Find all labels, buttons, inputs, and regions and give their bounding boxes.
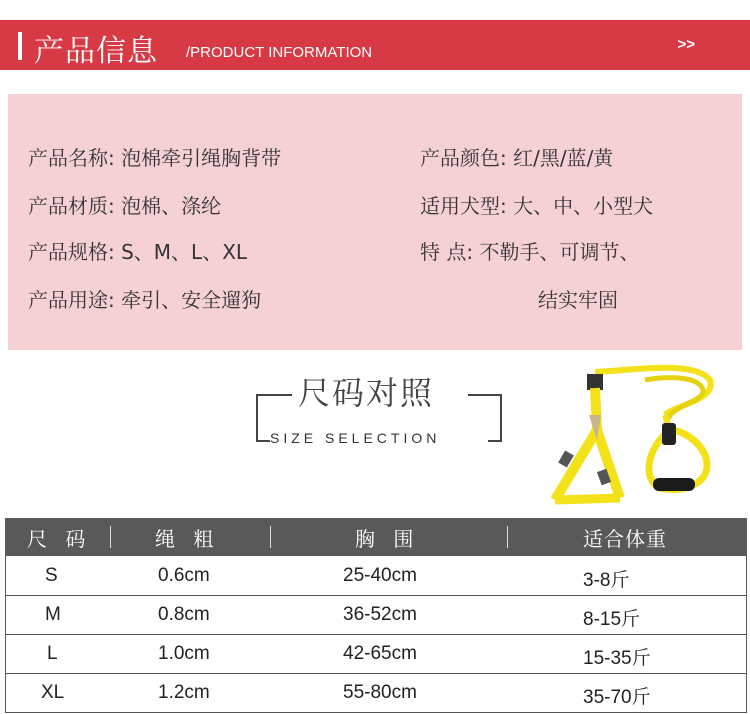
page-title: 产品信息: [34, 34, 158, 69]
size-selection-heading: [250, 362, 506, 448]
info-features: 特 点: 不勒手、可调节、: [420, 240, 640, 264]
header-separator: [270, 526, 271, 548]
header-banner: [0, 20, 750, 70]
cell-rope: 0.8cm: [158, 604, 210, 625]
col-header-size: 尺 码: [27, 527, 92, 551]
yellow-harness-image: [525, 360, 725, 505]
heading-frame-line: [488, 440, 502, 442]
table-row: [5, 674, 747, 713]
cell-rope: 0.6cm: [158, 565, 210, 586]
heading-frame-line: [500, 394, 502, 442]
size-title-en: SIZE SELECTION: [270, 430, 441, 446]
title-bar-accent: [18, 32, 22, 60]
info-usage: 产品用途: 牵引、安全遛狗: [28, 288, 262, 312]
cell-chest: 55-80cm: [343, 682, 417, 703]
cell-weight: 8-15斤: [583, 609, 641, 630]
table-row: [5, 557, 747, 596]
heading-frame-line: [256, 440, 270, 442]
cell-rope: 1.0cm: [158, 643, 210, 664]
table-row: [5, 596, 747, 635]
info-material: 产品材质: 泡棉、涤纶: [28, 194, 222, 218]
cell-size: S: [45, 565, 58, 586]
info-product-name: 产品名称: 泡棉牵引绳胸背带: [28, 146, 282, 170]
header-separator: [507, 526, 508, 548]
info-features-cont: 结实牢固: [538, 288, 618, 312]
cell-rope: 1.2cm: [158, 682, 210, 703]
size-table-header: [5, 518, 747, 556]
heading-frame-line: [468, 394, 502, 396]
cell-chest: 36-52cm: [343, 604, 417, 625]
cell-size: XL: [41, 682, 65, 703]
heading-frame-line: [256, 394, 258, 442]
info-dog-type: 适用犬型: 大、中、小型犬: [420, 194, 654, 218]
info-color: 产品颜色: 红/黑/蓝/黄: [420, 146, 614, 170]
cell-weight: 15-35斤: [583, 648, 651, 669]
info-spec: 产品规格: S、M、L、XL: [28, 240, 248, 264]
col-header-chest: 胸 围: [355, 527, 420, 551]
cell-size: L: [47, 643, 58, 664]
size-title-cn: 尺码对照: [298, 374, 435, 412]
cell-size: M: [45, 604, 61, 625]
table-row: [5, 635, 747, 674]
cell-chest: 25-40cm: [343, 565, 417, 586]
handle-grip: [653, 478, 695, 491]
col-header-rope: 绳 粗: [155, 527, 220, 551]
col-header-weight: 适合体重: [583, 527, 667, 551]
more-link[interactable]: >>: [677, 36, 695, 53]
cell-weight: 35-70斤: [583, 687, 651, 708]
page-subtitle: /PRODUCT INFORMATION: [186, 44, 373, 61]
cell-weight: 3-8斤: [583, 570, 630, 591]
cell-chest: 42-65cm: [343, 643, 417, 664]
product-info-panel: [8, 94, 742, 350]
header-separator: [110, 526, 111, 548]
heading-frame-line: [256, 394, 292, 396]
